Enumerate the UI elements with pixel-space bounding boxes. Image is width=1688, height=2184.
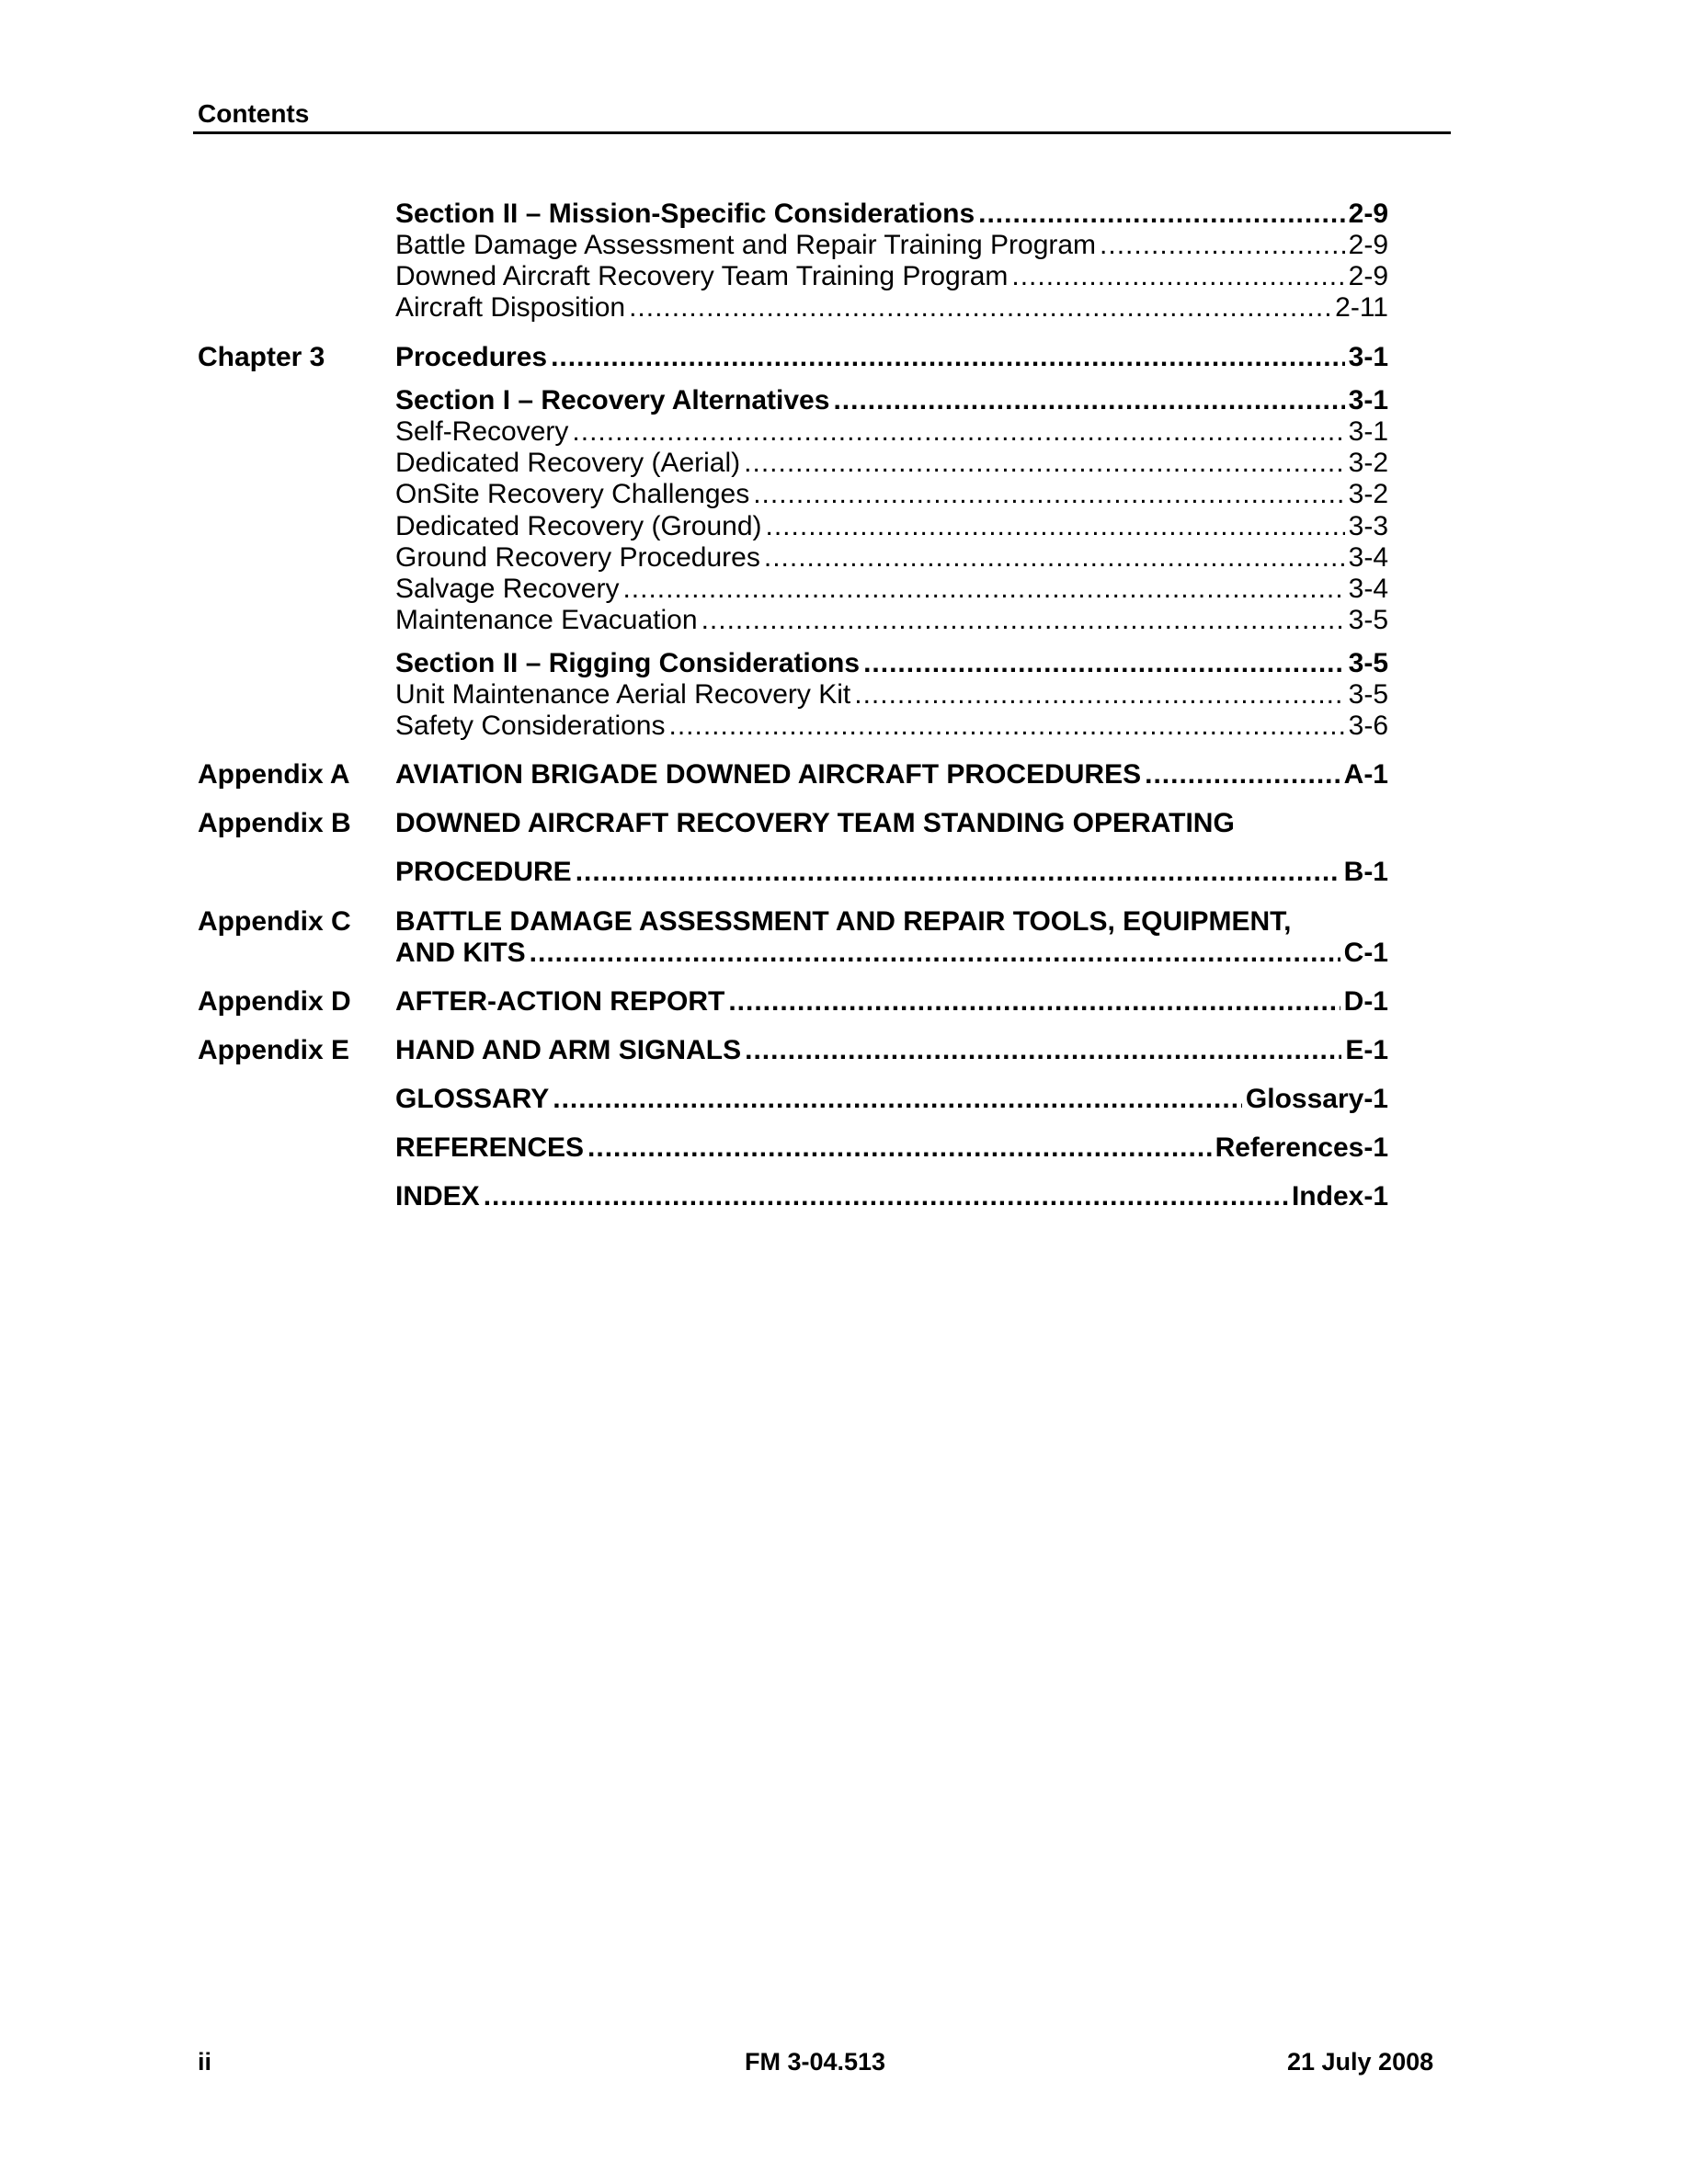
dot-leader bbox=[484, 1181, 1288, 1212]
appendix-b-title-line1: DOWNED AIRCRAFT RECOVERY TEAM STANDING OPERATING bbox=[395, 808, 1235, 838]
toc-entry-title: Battle Damage Assessment and Repair Training Program bbox=[395, 230, 1097, 260]
toc-entry[interactable] bbox=[395, 711, 1388, 742]
dot-leader bbox=[764, 542, 1345, 574]
toc-entry-title: PROCEDURE bbox=[395, 857, 572, 887]
toc-entry-page: 3-1 bbox=[1348, 342, 1388, 372]
toc-entry[interactable] bbox=[395, 857, 1388, 888]
toc-entry-title: Salvage Recovery bbox=[395, 574, 620, 604]
dot-leader bbox=[728, 986, 1340, 1018]
toc-entry-title: Safety Considerations bbox=[395, 711, 666, 741]
dot-leader bbox=[629, 292, 1331, 324]
toc-entry-page: 2-9 bbox=[1348, 261, 1388, 291]
toc-entry-title: Dedicated Recovery (Ground) bbox=[395, 511, 762, 541]
toc-entry-page: 3-2 bbox=[1348, 448, 1388, 478]
toc-entry[interactable] bbox=[395, 1084, 1388, 1115]
toc-entry[interactable] bbox=[395, 574, 1388, 605]
toc-entry[interactable] bbox=[395, 605, 1388, 636]
dot-leader bbox=[833, 385, 1344, 416]
toc-entry-page: 3-1 bbox=[1348, 416, 1388, 447]
toc-entry-page: 3-4 bbox=[1348, 574, 1388, 604]
toc-entry-label: Chapter 3 bbox=[198, 342, 325, 372]
toc-entry[interactable] bbox=[395, 511, 1388, 542]
running-head: Contents bbox=[198, 99, 310, 128]
toc-entry-title: Unit Maintenance Aerial Recovery Kit bbox=[395, 679, 851, 710]
toc-entry-label: Appendix E bbox=[198, 1035, 350, 1065]
toc-entry[interactable] bbox=[395, 448, 1388, 479]
toc-entry-page: 3-5 bbox=[1348, 605, 1388, 635]
toc-entry-page: 3-5 bbox=[1348, 648, 1388, 678]
toc-entry[interactable] bbox=[395, 542, 1388, 574]
toc-entry[interactable] bbox=[395, 199, 1388, 230]
toc-entry[interactable] bbox=[395, 416, 1388, 448]
toc-entry[interactable] bbox=[395, 1132, 1388, 1164]
toc-entry-page: 3-3 bbox=[1348, 511, 1388, 541]
dot-leader bbox=[587, 1132, 1212, 1164]
toc-entry-title: Ground Recovery Procedures bbox=[395, 542, 760, 573]
toc-entry-title: Section II – Mission-Specific Considerations bbox=[395, 199, 975, 229]
toc-entry-page: D-1 bbox=[1343, 986, 1388, 1017]
appendix-b-label: Appendix B bbox=[198, 808, 351, 838]
toc-entry-page: C-1 bbox=[1343, 938, 1388, 968]
dot-leader bbox=[1100, 230, 1345, 261]
dot-leader bbox=[530, 938, 1340, 969]
dot-leader bbox=[745, 1035, 1341, 1066]
toc-entry[interactable] bbox=[395, 342, 1388, 373]
toc-entry[interactable] bbox=[395, 679, 1388, 711]
toc-entry-title: INDEX bbox=[395, 1181, 480, 1211]
toc-entry-title: Dedicated Recovery (Aerial) bbox=[395, 448, 741, 478]
toc-entry[interactable] bbox=[395, 1035, 1388, 1066]
dot-leader bbox=[622, 574, 1344, 605]
toc-entry[interactable] bbox=[395, 1181, 1388, 1212]
toc-entry-page: 3-5 bbox=[1348, 679, 1388, 710]
toc-entry-label: Appendix D bbox=[198, 986, 351, 1017]
toc-entry-page: 3-1 bbox=[1348, 385, 1388, 415]
toc-entry[interactable] bbox=[395, 759, 1388, 791]
dot-leader bbox=[753, 479, 1344, 510]
dot-leader bbox=[1145, 759, 1340, 791]
footer-doc-id: FM 3-04.513 bbox=[745, 2048, 886, 2076]
toc-entry-page: B-1 bbox=[1343, 857, 1388, 887]
dot-leader bbox=[744, 448, 1344, 479]
toc-entry-title: AFTER-ACTION REPORT bbox=[395, 986, 725, 1017]
toc-entry-page: Index-1 bbox=[1291, 1181, 1388, 1211]
toc-entry-page: E-1 bbox=[1345, 1035, 1388, 1065]
dot-leader bbox=[576, 857, 1340, 888]
toc-entry-title: HAND AND ARM SIGNALS bbox=[395, 1035, 742, 1065]
toc-entry[interactable] bbox=[395, 230, 1388, 261]
toc-entry[interactable] bbox=[395, 986, 1388, 1018]
dot-leader bbox=[1011, 261, 1344, 292]
dot-leader bbox=[701, 605, 1345, 636]
dot-leader bbox=[766, 511, 1345, 542]
toc-entry-title: Maintenance Evacuation bbox=[395, 605, 698, 635]
appendix-c-title-line1: BATTLE DAMAGE ASSESSMENT AND REPAIR TOOLS, EQUIPMENT, bbox=[395, 906, 1292, 937]
footer-date: 21 July 2008 bbox=[1287, 2048, 1434, 2076]
toc-entry-page: A-1 bbox=[1343, 759, 1388, 790]
toc-entry-page: 2-11 bbox=[1335, 292, 1388, 323]
dot-leader bbox=[978, 199, 1345, 230]
toc-entry-page: 3-4 bbox=[1348, 542, 1388, 573]
toc-entry[interactable] bbox=[395, 261, 1388, 292]
toc-entry-page: 2-9 bbox=[1348, 199, 1388, 229]
toc-entry[interactable] bbox=[395, 385, 1388, 416]
toc-entry-title: Aircraft Disposition bbox=[395, 292, 626, 323]
toc-entry[interactable] bbox=[395, 292, 1388, 324]
toc-entry-page: 2-9 bbox=[1348, 230, 1388, 260]
toc-entry-title: Section II – Rigging Considerations bbox=[395, 648, 861, 678]
toc-entry-title: REFERENCES bbox=[395, 1132, 585, 1163]
toc-entry-title: Downed Aircraft Recovery Team Training Program bbox=[395, 261, 1009, 291]
appendix-c-label: Appendix C bbox=[198, 906, 351, 937]
footer-page-number: ii bbox=[198, 2048, 212, 2076]
toc-entry-title: Self-Recovery bbox=[395, 416, 569, 447]
toc-entry-title: OnSite Recovery Challenges bbox=[395, 479, 750, 509]
toc-entry-title: AND KITS bbox=[395, 938, 526, 968]
toc-entry[interactable] bbox=[395, 938, 1388, 969]
toc-entry-title: Procedures bbox=[395, 342, 548, 372]
toc-entry-label: Appendix A bbox=[198, 759, 350, 790]
toc-entry-title: Section I – Recovery Alternatives bbox=[395, 385, 830, 415]
toc-entry-page: 3-6 bbox=[1348, 711, 1388, 741]
dot-leader bbox=[553, 1084, 1242, 1115]
dot-leader bbox=[551, 342, 1345, 373]
dot-leader bbox=[669, 711, 1345, 742]
toc-entry[interactable] bbox=[395, 479, 1388, 510]
toc-entry-page: Glossary-1 bbox=[1245, 1084, 1388, 1114]
toc-entry-title: AVIATION BRIGADE DOWNED AIRCRAFT PROCEDURES bbox=[395, 759, 1142, 790]
dot-leader bbox=[854, 679, 1344, 711]
toc-entry-page: References-1 bbox=[1215, 1132, 1388, 1163]
dot-leader bbox=[863, 648, 1345, 679]
dot-leader bbox=[572, 416, 1344, 448]
toc-entry-page: 3-2 bbox=[1348, 479, 1388, 509]
toc-entry[interactable] bbox=[395, 648, 1388, 679]
toc-entry-title: GLOSSARY bbox=[395, 1084, 550, 1114]
